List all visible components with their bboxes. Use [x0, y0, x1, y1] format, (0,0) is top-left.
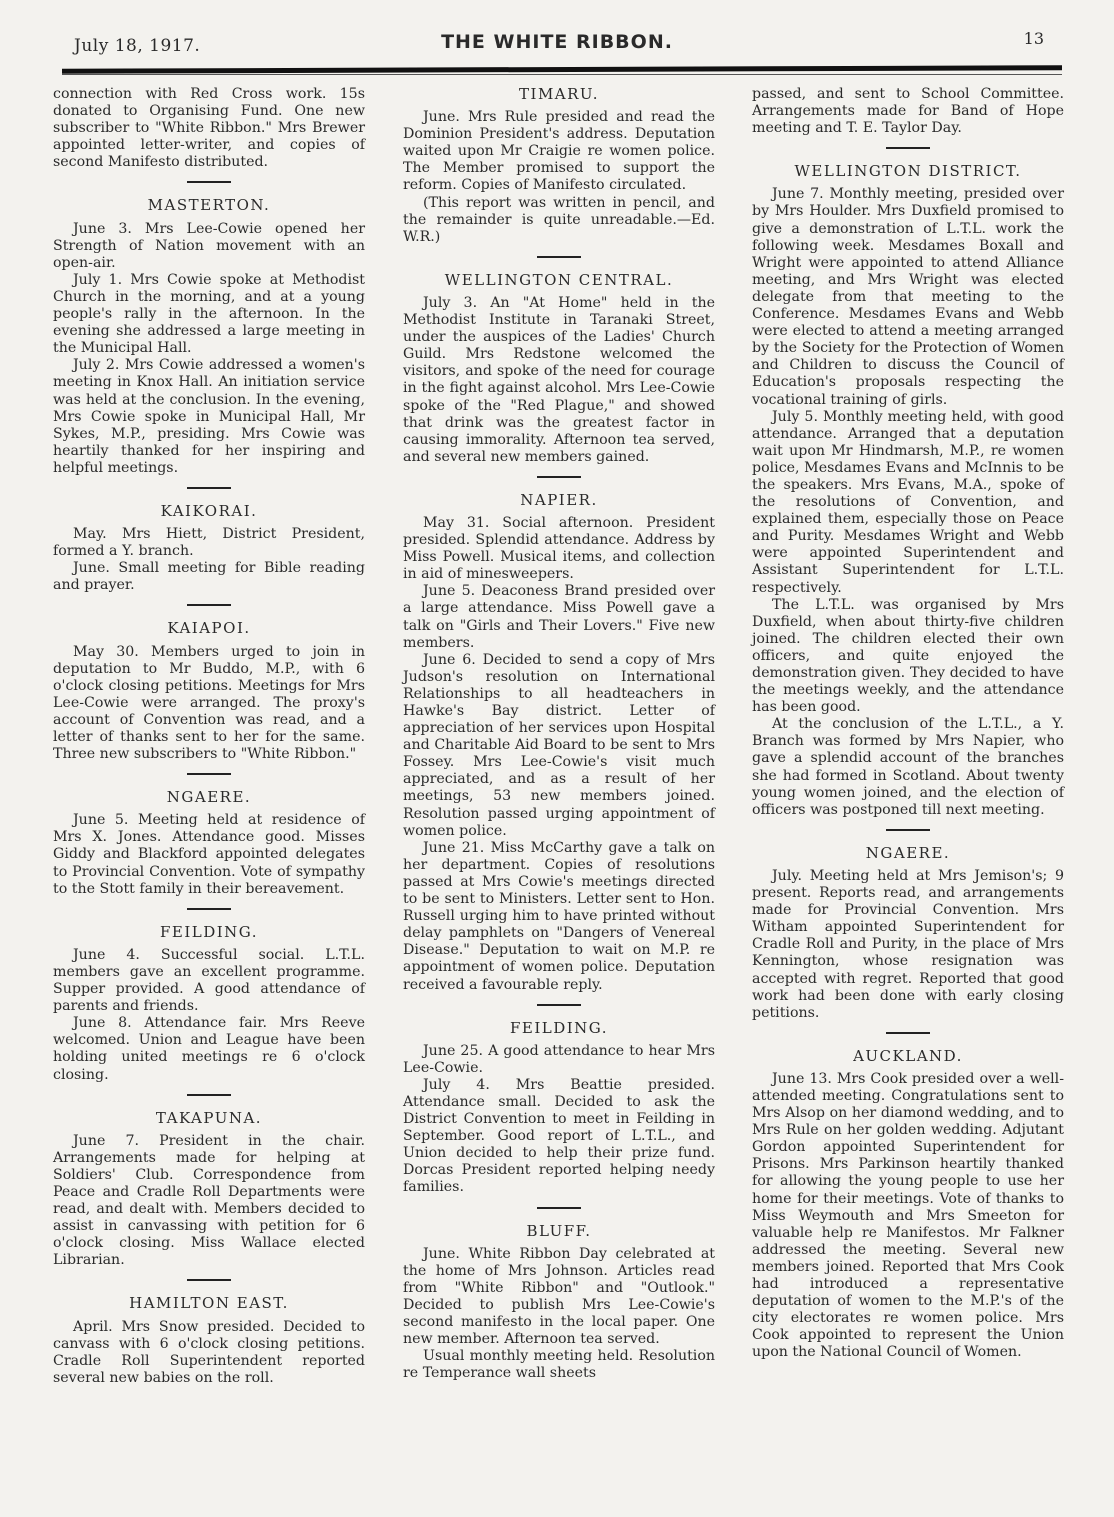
- branch-report: [752, 163, 1064, 819]
- branch-report: [403, 1020, 715, 1197]
- publication-title: THE WHITE RIBBON.: [441, 31, 673, 53]
- report-paragraph: May 30. Members urged to join in deputation to Mr Buddo, M.P., with 6 o'clock closing petitions. Meetings for Mrs Lee-Cowie were arranged. The proxy's account of Convention was read, and a letter of thanks sent to her for the same. Three new subscribers to "White Ribbon.": [53, 643, 365, 763]
- branch-heading: WELLINGTON CENTRAL.: [444, 270, 674, 289]
- branch-heading: TAKAPUNA.: [155, 1108, 263, 1127]
- report-paragraph: passed, and sent to School Committee. Arrangements made for Band of Hope meeting and T. E. Taylor Day.: [752, 86, 1064, 137]
- report-paragraph: June. White Ribbon Day celebrated at the home of Mrs Johnson. Articles read from "White Ribbon" and "Outlook." Decided to publish Mrs Lee-Cowie's second manifesto in the local paper. One new member. Afternoon tea served.: [403, 1245, 715, 1348]
- branch-heading: NAPIER.: [520, 490, 598, 509]
- section-divider: [886, 1032, 930, 1034]
- report-paragraph: July 3. An "At Home" held in the Methodist Institute in Taranaki Street, under the auspices of the Ladies' Church Guild. Mrs Redstone welcomed the visitors, and spoke of the need for courage in the fight against alcohol. Mrs Lee-Cowie spoke of the "Red Plague," and showed that drink was the greatest factor in causing immorality. Afternoon tea served, and several new members gained.: [403, 294, 715, 465]
- report-paragraph: June 7. President in the chair. Arrangements made for helping at Soldiers' Club. Correspondence from Peace and Cradle Roll Departments were read, and dealt with. Members decided to assist in canvassing with petition for 6 o'clock closing. Miss Wallace elected Librarian.: [53, 1132, 365, 1269]
- branch-heading: NGAERE.: [166, 788, 252, 807]
- report-paragraph: June 5. Deaconess Brand presided over a large attendance. Miss Powell gave a talk on "Girls and Their Lovers." Five new members.: [403, 583, 715, 651]
- branch-heading: AUCKLAND.: [853, 1046, 963, 1065]
- branch-heading: HAMILTON EAST.: [129, 1294, 289, 1313]
- section-divider: [537, 256, 581, 258]
- report-paragraph: July 1. Mrs Cowie spoke at Methodist Church in the morning, and at a young people's rally in the afternoon. In the evening she addressed a large meeting in the Municipal Hall.: [53, 271, 365, 357]
- branch-report: [53, 924, 365, 1084]
- page-number: 13: [1023, 29, 1044, 48]
- report-paragraph: June 7. Monthly meeting, presided over by Mrs Houlder. Mrs Duxfield promised to give a demonstration of L.T.L. work the following week. Mesdames Boxall and Wright were appointed to attend Alliance meeting, and Mrs Wright was elected delegate from that meeting to the Conference. Mesdames Evans and Webb were elected to attend a meeting arranged by the Society for the Protection of Women and Children to discuss the Council of Education's proposals respecting the vocational training of girls.: [752, 186, 1064, 408]
- section-divider: [187, 181, 231, 183]
- report-paragraph: June 6. Decided to send a copy of Mrs Judson's resolution on International Relationships to all headteachers in Hawke's Bay district. Letter of appreciation of her services upon Hospital and Charitable Aid Board to be sent to Mrs Fossey. Mrs Lee-Cowie's visit much appreciated, and as a result of her meetings, 53 new members joined. Resolution passed urging appointment of women police.: [403, 651, 715, 839]
- report-paragraph: July. Meeting held at Mrs Jemison's; 9 present. Reports read, and arrangements made for Provincial Convention. Mrs Witham appointed Superintendent for Cradle Roll and Purity, in the place of Mrs Kennington, whose resignation was accepted with regret. Reported that good work had been done with early closing petitions.: [752, 867, 1064, 1021]
- report-paragraph: June 21. Miss McCarthy gave a talk on her department. Copies of resolutions passed at Mrs Cowie's meetings directed to be sent to Ministers. Letter sent to Hon. Russell urging him to have printed without delay pamphlets on "Dangers of Venereal Disease." Deputation to wait on M.P. re appointment of women police. Deputation received a favourable reply.: [403, 839, 715, 993]
- section-divider: [537, 476, 581, 478]
- report-paragraph: June. Small meeting for Bible reading and prayer.: [53, 560, 365, 594]
- report-paragraph: May 31. Social afternoon. President presided. Splendid attendance. Address by Miss Powell. Musical items, and collection in aid of minesweepers.: [403, 514, 715, 583]
- report-paragraph: July 5. Monthly meeting held, with good attendance. Arranged that a deputation wait upon Mr Hindmarsh, M.P., re women police, Mesdames Evans and McInnis to be the speakers. Mrs Evans, M.A., spoke of the resolutions of Convention, and explained them, especially those on Peace and Purity. Mesdames Wright and Webb were appointed Superintendent and Assistant Superintendent for L.T.L. respectively.: [752, 408, 1064, 596]
- section-divider: [187, 908, 231, 910]
- issue-date: July 18, 1917.: [74, 36, 201, 56]
- report-paragraph: (This report was written in pencil, and the remainder is quite unreadable.—Ed. W.R.): [403, 194, 715, 245]
- section-divider: [187, 487, 231, 489]
- branch-report: [53, 197, 365, 477]
- report-paragraph: July 4. Mrs Beattie presided. Attendance small. Decided to ask the District Convention to meet in Feilding in September. Good report of L.T.L., and Union decided to help their prize fund. Dorcas President reported helping needy families.: [403, 1076, 715, 1196]
- branch-heading: MASTERTON.: [147, 196, 271, 215]
- report-paragraph: June. Mrs Rule presided and read the Dominion President's address. Deputation waited upon Mr Craigie re women police. The Member promised to support the reform. Copies of Manifesto circulated.: [403, 109, 715, 194]
- report-paragraph: June 4. Successful social. L.T.L. members gave an excellent programme. Supper provided. A good attendance of parents and friends.: [53, 946, 365, 1015]
- section-divider: [187, 1279, 231, 1281]
- branch-report: [53, 86, 365, 171]
- branch-report: [752, 845, 1064, 1022]
- masthead: [62, 24, 1052, 64]
- branch-report: [403, 272, 715, 466]
- branch-heading: FEILDING.: [159, 922, 259, 941]
- report-paragraph: The L.T.L. was organised by Mrs Duxfield, when about thirty-five children joined. The children elected their own officers, and quite enjoyed the demonstration given. They decided to have the meetings weekly, and the attendance has been good.: [752, 596, 1064, 716]
- branch-report: [403, 86, 715, 246]
- branch-heading: BLUFF.: [526, 1221, 592, 1240]
- section-divider: [886, 147, 930, 149]
- report-paragraph: July 2. Mrs Cowie addressed a women's meeting in Knox Hall. An initiation service was held at the conclusion. In the evening, Mrs Cowie spoke in Municipal Hall, Mr Sykes, M.P., presiding. Mrs Cowie was heartily thanked for her inspiring and helpful meetings.: [53, 357, 365, 476]
- branch-report: [752, 1048, 1064, 1362]
- branch-heading: WELLINGTON DISTRICT.: [794, 162, 1022, 181]
- section-divider: [886, 829, 930, 831]
- branch-report: [53, 503, 365, 594]
- column-3: [752, 86, 1064, 1361]
- branch-report: [53, 1295, 365, 1386]
- section-divider: [537, 1004, 581, 1006]
- section-divider: [187, 773, 231, 775]
- branch-heading: NGAERE.: [865, 843, 951, 862]
- branch-report: [53, 620, 365, 763]
- report-paragraph: June 3. Mrs Lee-Cowie opened her Strength of Nation movement with an open-air.: [53, 220, 365, 271]
- branch-report: [752, 86, 1064, 137]
- branch-report: [53, 789, 365, 898]
- section-divider: [187, 1094, 231, 1096]
- branch-heading: TIMARU.: [519, 85, 599, 103]
- report-paragraph: April. Mrs Snow presided. Decided to canvass with 6 o'clock closing petitions. Cradle Roll Superintendent reported several new babies on the roll.: [53, 1318, 365, 1386]
- branch-heading: FEILDING.: [509, 1018, 609, 1037]
- report-paragraph: June 25. A good attendance to hear Mrs Lee-Cowie.: [403, 1042, 715, 1076]
- report-paragraph: June 13. Mrs Cook presided over a well-attended meeting. Congratulations sent to Mrs Alsop on her diamond wedding, and to Mrs Rule on her golden wedding. Adjutant Gordon appointed Superintendent for Prisons. Mrs Parkinson heartily thanked for allowing the young people to use her home for their meetings. Vote of thanks to Miss Weymouth and Mrs Smeeton for valuable help re Manifestos. Mr Falkner addressed the meeting. Several new members joined. Reported that Mrs Cook had introduced a representative deputation of women to the M.P.'s of the city electorates re women police. Mrs Cook appointed to represent the Union upon the National Council of Women.: [752, 1070, 1064, 1361]
- column-1: [53, 86, 365, 1387]
- branch-report: [403, 1223, 715, 1383]
- masthead-rule-thin: [62, 74, 1062, 75]
- report-paragraph: June 5. Meeting held at residence of Mrs X. Jones. Attendance good. Misses Giddy and Blackford appointed delegates to Provincial Convention. Vote of sympathy to the Stott family in their bereavement.: [53, 812, 365, 897]
- branch-heading: KAIAPOI.: [167, 619, 251, 638]
- report-paragraph: connection with Red Cross work. 15s donated to Organising Fund. One new subscriber to "White Ribbon." Mrs Brewer appointed letter-writer, and copies of second Manifesto distributed.: [53, 86, 365, 171]
- report-paragraph: June 8. Attendance fair. Mrs Reeve welcomed. Union and League have been holding united meetings re 6 o'clock closing.: [53, 1015, 365, 1083]
- report-paragraph: Usual monthly meeting held. Resolution re Temperance wall sheets: [403, 1348, 715, 1382]
- section-divider: [187, 604, 231, 606]
- column-2: [403, 86, 715, 1382]
- branch-report: [53, 1110, 365, 1270]
- branch-heading: KAIKORAI.: [160, 501, 258, 520]
- report-paragraph: At the conclusion of the L.T.L., a Y. Branch was formed by Mrs Napier, who gave a splendid account of the branches she had formed in Scotland. About twenty young women joined, and the election of officers was postponed till next meeting.: [752, 716, 1064, 818]
- report-paragraph: May. Mrs Hiett, District President, formed a Y. branch.: [53, 526, 365, 560]
- section-divider: [537, 1207, 581, 1209]
- branch-report: [403, 492, 715, 994]
- masthead-rule: [62, 65, 1062, 73]
